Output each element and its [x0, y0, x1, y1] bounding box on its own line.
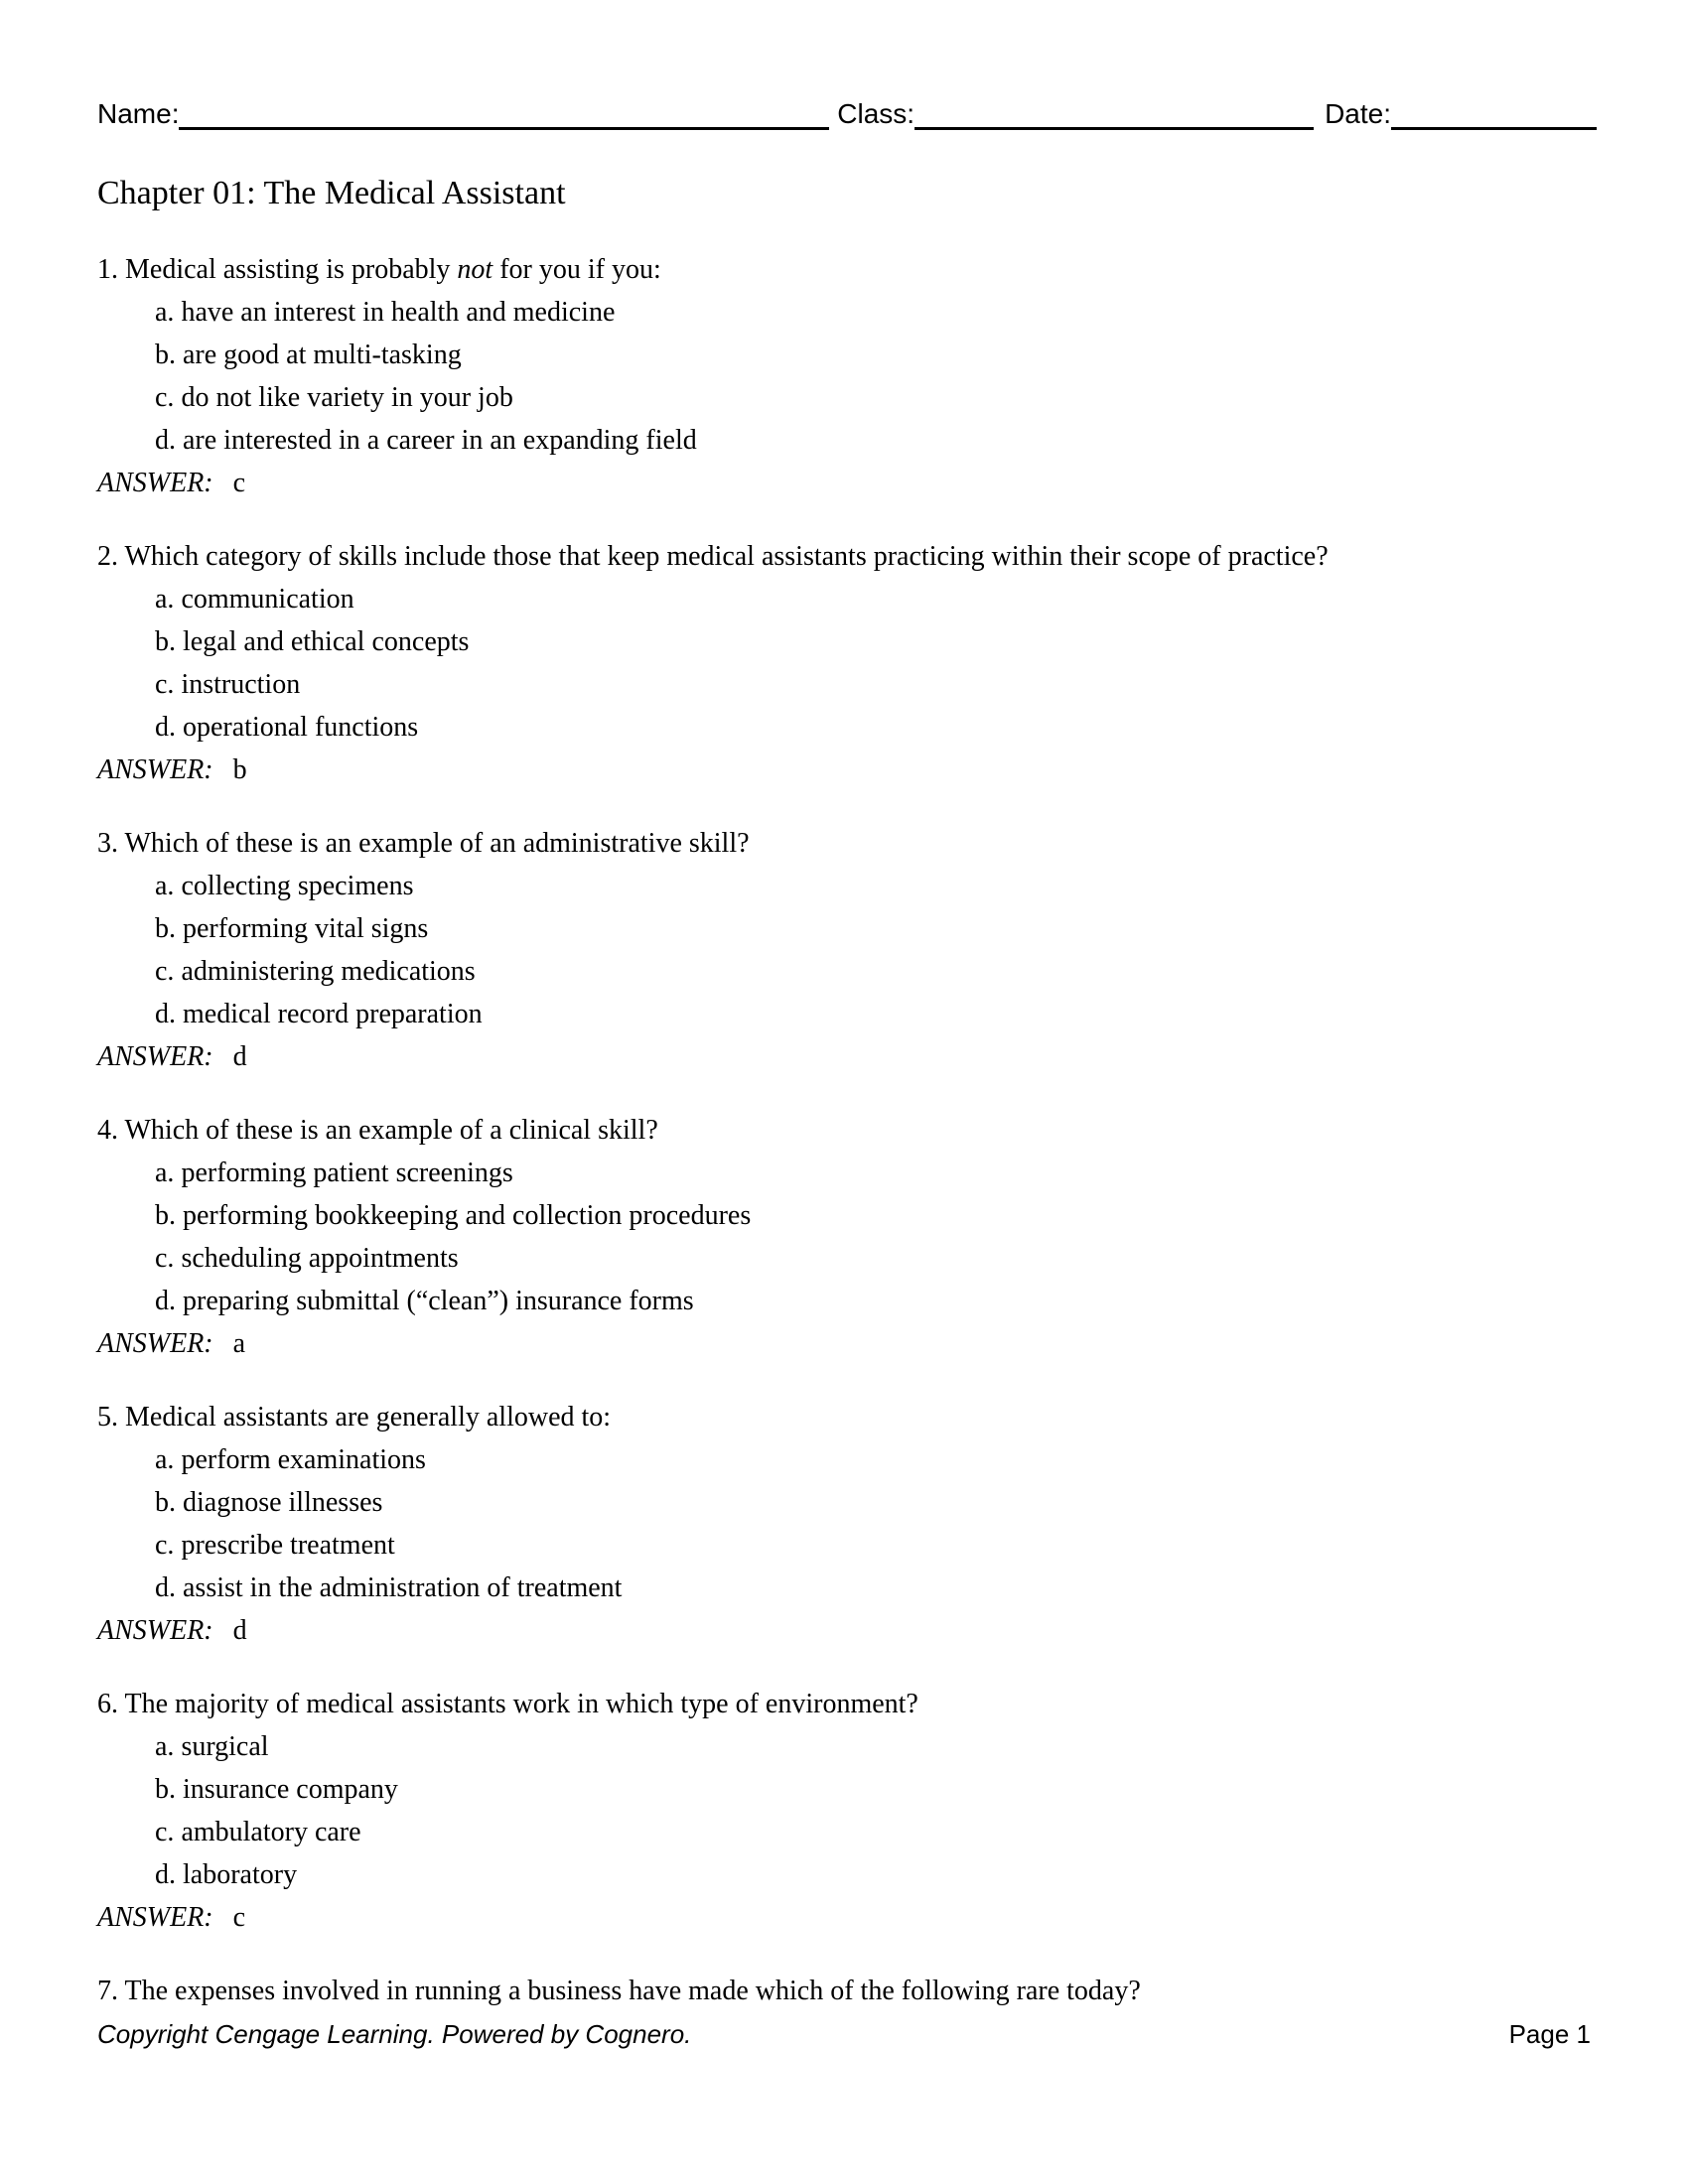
question-prefix: The majority of medical assistants work in which type of environment? — [124, 1689, 918, 1719]
question-block — [97, 1683, 1628, 1939]
question-number: 7. — [97, 1976, 118, 2006]
option-row — [155, 1725, 1628, 1768]
answer-line — [97, 749, 1628, 791]
question-prefix: Which category of skills include those that keep medical assistants practicing within their scope of practice? — [124, 541, 1329, 572]
answer-label: ANSWER: — [97, 754, 213, 785]
option-text: collecting specimens — [181, 871, 414, 901]
answer-value: d — [232, 1615, 247, 1646]
question-text — [97, 1683, 1628, 1725]
option-text: performing vital signs — [183, 913, 429, 944]
option-text: instruction — [181, 669, 301, 700]
options-list — [97, 1725, 1628, 1896]
option-row — [155, 663, 1628, 706]
option-letter: a. — [155, 584, 175, 614]
option-text: assist in the administration of treatment — [183, 1572, 623, 1603]
question-text — [97, 248, 1628, 291]
question-number: 1. — [97, 254, 118, 285]
option-row — [155, 1194, 1628, 1237]
option-row — [155, 1524, 1628, 1567]
answer-label: ANSWER: — [97, 1615, 213, 1646]
option-text: scheduling appointments — [181, 1243, 459, 1274]
option-text: communication — [181, 584, 354, 614]
question-number: 3. — [97, 828, 118, 859]
option-row — [155, 1481, 1628, 1524]
answer-label: ANSWER: — [97, 1902, 213, 1933]
answer-line — [97, 462, 1628, 504]
option-row — [155, 620, 1628, 663]
option-text: perform examinations — [181, 1444, 426, 1475]
answer-value: d — [232, 1041, 247, 1072]
option-text: medical record preparation — [183, 999, 483, 1029]
option-text: operational functions — [183, 712, 419, 743]
answer-label: ANSWER: — [97, 1041, 213, 1072]
answer-value: c — [232, 1902, 246, 1933]
options-list — [97, 1438, 1628, 1609]
option-row — [155, 1237, 1628, 1280]
question-number: 6. — [97, 1689, 118, 1719]
question-number: 2. — [97, 541, 118, 572]
page-footer — [97, 2019, 1591, 2050]
option-row — [155, 1811, 1628, 1853]
header-fill-in-row — [97, 93, 1597, 130]
option-letter: a. — [155, 871, 175, 901]
answer-line — [97, 1322, 1628, 1365]
options-list — [97, 291, 1628, 462]
option-row — [155, 1768, 1628, 1811]
option-text: laboratory — [183, 1859, 298, 1890]
option-row — [155, 1567, 1628, 1609]
option-letter: b. — [155, 1487, 176, 1518]
option-row — [155, 419, 1628, 462]
option-text: performing patient screenings — [181, 1158, 513, 1188]
answer-value: a — [232, 1328, 246, 1359]
option-letter: d. — [155, 999, 176, 1029]
option-text: diagnose illnesses — [183, 1487, 383, 1518]
option-text: are good at multi-tasking — [183, 340, 462, 370]
option-letter: b. — [155, 626, 176, 657]
option-letter: d. — [155, 1859, 176, 1890]
option-letter: c. — [155, 1243, 175, 1274]
option-text: prescribe treatment — [181, 1530, 395, 1561]
question-block — [97, 1396, 1628, 1652]
question-text — [97, 1109, 1628, 1152]
question-text — [97, 535, 1628, 578]
option-letter: c. — [155, 669, 175, 700]
option-text: surgical — [181, 1731, 269, 1762]
option-letter: a. — [155, 297, 175, 328]
option-letter: c. — [155, 956, 175, 987]
question-prefix: Which of these is an example of an administrative skill? — [124, 828, 750, 859]
option-row — [155, 950, 1628, 993]
question-prefix: Medical assisting is probably — [125, 254, 458, 285]
option-text: administering medications — [181, 956, 476, 987]
page-title: Chapter 01: The Medical Assistant — [97, 175, 566, 211]
option-row — [155, 334, 1628, 376]
option-text: legal and ethical concepts — [183, 626, 470, 657]
option-letter: b. — [155, 1200, 176, 1231]
option-letter: c. — [155, 382, 175, 413]
option-row — [155, 376, 1628, 419]
option-letter: a. — [155, 1444, 175, 1475]
options-list — [97, 578, 1628, 749]
date-blank-line — [1391, 93, 1597, 130]
option-letter: b. — [155, 340, 176, 370]
option-letter: b. — [155, 1774, 176, 1805]
option-row — [155, 1853, 1628, 1896]
option-row — [155, 865, 1628, 907]
name-blank-line — [179, 93, 829, 130]
answer-line — [97, 1035, 1628, 1078]
option-letter: d. — [155, 712, 176, 743]
option-letter: a. — [155, 1731, 175, 1762]
question-text — [97, 1970, 1628, 2012]
question-number: 5. — [97, 1402, 118, 1433]
answer-value: c — [232, 468, 246, 498]
question-text — [97, 822, 1628, 865]
question-prefix: The expenses involved in running a business have made which of the following rare today? — [124, 1976, 1141, 2006]
option-text: performing bookkeeping and collection procedures — [183, 1200, 752, 1231]
option-row — [155, 1280, 1628, 1322]
name-label: Name: — [97, 97, 180, 129]
option-text: do not like variety in your job — [181, 382, 513, 413]
option-row — [155, 1152, 1628, 1194]
options-list — [97, 1152, 1628, 1322]
answer-line — [97, 1896, 1628, 1939]
question-text — [97, 1396, 1628, 1438]
question-block — [97, 1970, 1628, 2012]
option-letter: c. — [155, 1530, 175, 1561]
option-text: ambulatory care — [181, 1817, 361, 1847]
option-letter: d. — [155, 1286, 176, 1316]
option-letter: c. — [155, 1817, 175, 1847]
option-row — [155, 291, 1628, 334]
question-block — [97, 1109, 1628, 1365]
question-block — [97, 535, 1628, 791]
option-letter: a. — [155, 1158, 175, 1188]
class-label: Class: — [837, 97, 915, 129]
option-row — [155, 907, 1628, 950]
class-blank-line — [914, 93, 1314, 130]
answer-value: b — [232, 754, 247, 785]
option-text: preparing submittal (“clean”) insurance forms — [183, 1286, 694, 1316]
answer-label: ANSWER: — [97, 468, 213, 498]
answer-label: ANSWER: — [97, 1328, 213, 1359]
option-letter: b. — [155, 913, 176, 944]
questions-container — [97, 248, 1628, 2043]
option-text: insurance company — [183, 1774, 398, 1805]
date-label: Date: — [1325, 97, 1391, 129]
option-row — [155, 706, 1628, 749]
option-text: are interested in a career in an expanding field — [183, 425, 697, 456]
question-emphasis: not — [457, 254, 493, 285]
question-number: 4. — [97, 1115, 118, 1146]
question-prefix: Which of these is an example of a clinical skill? — [124, 1115, 658, 1146]
question-block — [97, 248, 1628, 504]
question-suffix: for you if you: — [492, 254, 661, 285]
option-letter: d. — [155, 425, 176, 456]
answer-line — [97, 1609, 1628, 1652]
copyright-text: Copyright Cengage Learning. Powered by Cognero. — [97, 2019, 692, 2049]
option-row — [155, 1438, 1628, 1481]
option-text: have an interest in health and medicine — [181, 297, 616, 328]
question-prefix: Medical assistants are generally allowed to: — [125, 1402, 612, 1433]
options-list — [97, 865, 1628, 1035]
option-row — [155, 993, 1628, 1035]
question-block — [97, 822, 1628, 1078]
option-letter: d. — [155, 1572, 176, 1603]
page-number: Page 1 — [1508, 2019, 1591, 2049]
option-row — [155, 578, 1628, 620]
